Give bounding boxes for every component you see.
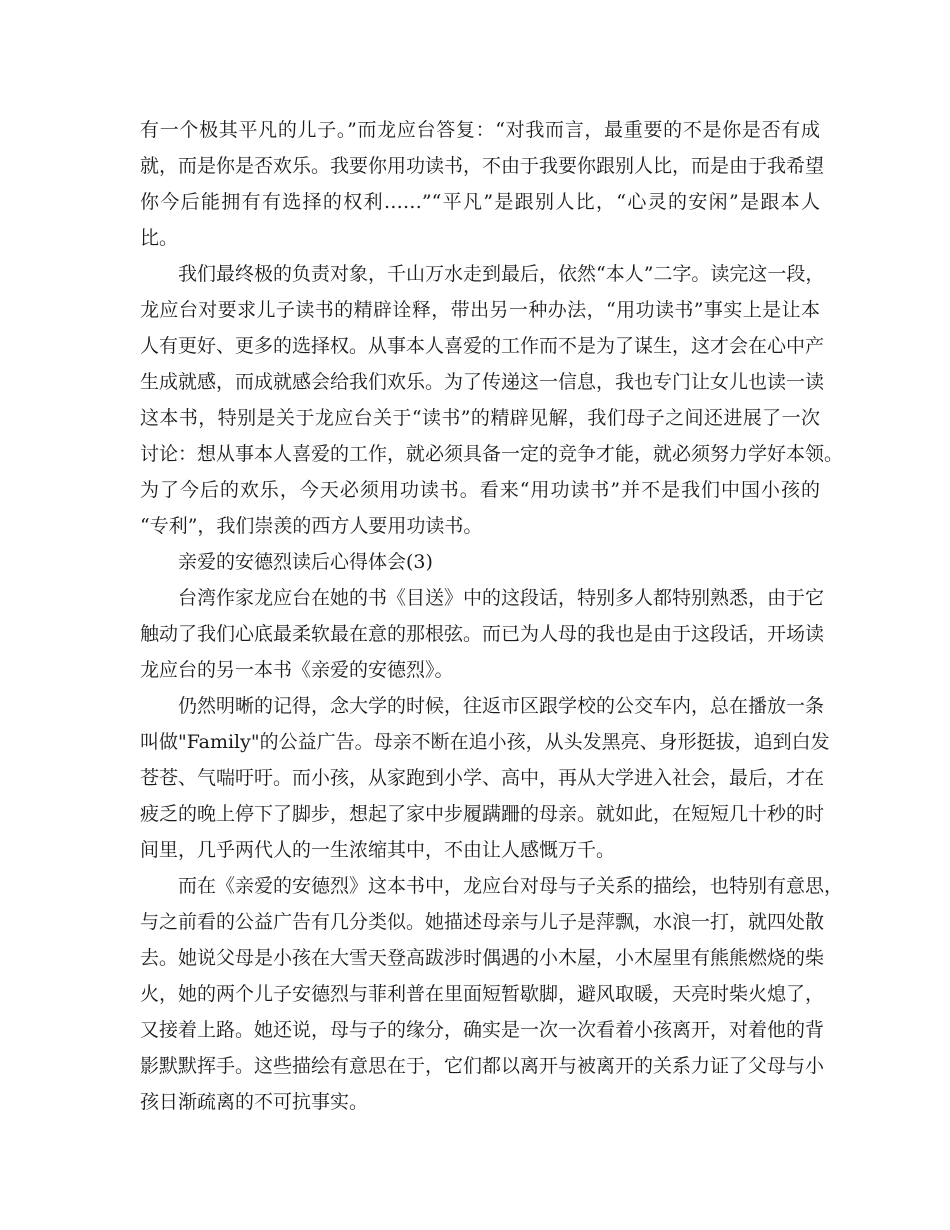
text-line: 台湾作家龙应台在她的书《目送》中的这段话，特别多人都特别熟悉，由于它 [178,587,825,609]
text-line: 去。她说父母是小孩在大雪天登高跋涉时偶遇的小木屋，小木屋里有熊熊燃烧的柴 [140,947,825,969]
text-line: 触动了我们心底最柔软最在意的那根弦。而已为人母的我也是由于这段话，开场读 [140,623,825,645]
text-line: 你今后能拥有有选择的权利……”“平凡”是跟别人比，“心灵的安闲”是跟本人 [140,191,820,213]
text-line: 苍苍、气喘吁吁。而小孩，从家跑到小学、高中，再从大学进入社会，最后，才在 [140,767,825,789]
text-line: 比。 [140,227,179,249]
text-line: 生成就感，而成就感会给我们欢乐。为了传递这一信息，我也专门让女儿也读一读 [140,371,825,393]
text-line: 孩日渐疏离的不可抗事实。 [140,1091,369,1113]
text-line: 我们最终极的负责对象，千山万水走到最后，依然“本人”二字。读完这一段， [178,263,825,285]
text-line: 叫做"Family"的公益广告。母亲不断在追小孩，从头发黑亮、身形挺拔，追到白发 [140,731,830,753]
text-line: 疲乏的晚上停下了脚步，想起了家中步履蹒跚的母亲。就如此，在短短几十秒的时 [140,803,825,825]
text-line: 火，她的两个儿子安德烈与菲利普在里面短暂歇脚，避风取暖，天亮时柴火熄了， [140,983,825,1005]
text-line: 影默默挥手。这些描绘有意思在于，它们都以离开与被离开的关系力证了父母与小 [140,1055,825,1077]
text-line: “专利”，我们崇羡的西方人要用功读书。 [140,515,483,537]
text-line: 龙应台的另一本书《亲爱的安德烈》。 [140,659,454,681]
text-line: 亲爱的安德烈读后心得体会(3) [178,551,433,573]
text-line: 人有更好、更多的选择权。从事本人喜爱的工作而不是为了谋生，这才会在心中产 [140,335,825,357]
text-line: 又接着上路。她还说，母与子的缘分，确实是一次一次看着小孩离开，对着他的背 [140,1019,825,1041]
text-line: 仍然明晰的记得，念大学的时候，往返市区跟学校的公交车内，总在播放一条 [178,695,825,717]
document-body [140,112,844,1120]
text-line: 这本书，特别是关于龙应台关于“读书”的精辟见解，我们母子之间还进展了一次 [140,407,820,429]
text-line: 为了今后的欢乐，今天必须用功读书。看来“用功读书”并不是我们中国小孩的 [140,479,820,501]
text-line: 龙应台对要求儿子读书的精辟诠释，带出另一种办法，“用功读书”事实上是让本 [140,299,820,321]
text-line: 而在《亲爱的安德烈》这本书中，龙应台对母与子关系的描绘，也特别有意思， [178,875,844,897]
text-line: 与之前看的公益广告有几分类似。她描述母亲与儿子是萍飘，水浪一打，就四处散 [140,911,825,933]
text-line: 讨论：想从事本人喜爱的工作，就必须具备一定的竞争才能，就必须努力学好本领。 [140,443,844,465]
text-line: 就，而是你是否欢乐。我要你用功读书，不由于我要你跟别人比，而是由于我希望 [140,155,825,177]
text-line: 间里，几乎两代人的一生浓缩其中，不由让人感慨万千。 [140,839,616,861]
text-line: 有一个极其平凡的儿子。”而龙应台答复：“对我而言，最重要的不是你是否有成 [140,119,820,141]
